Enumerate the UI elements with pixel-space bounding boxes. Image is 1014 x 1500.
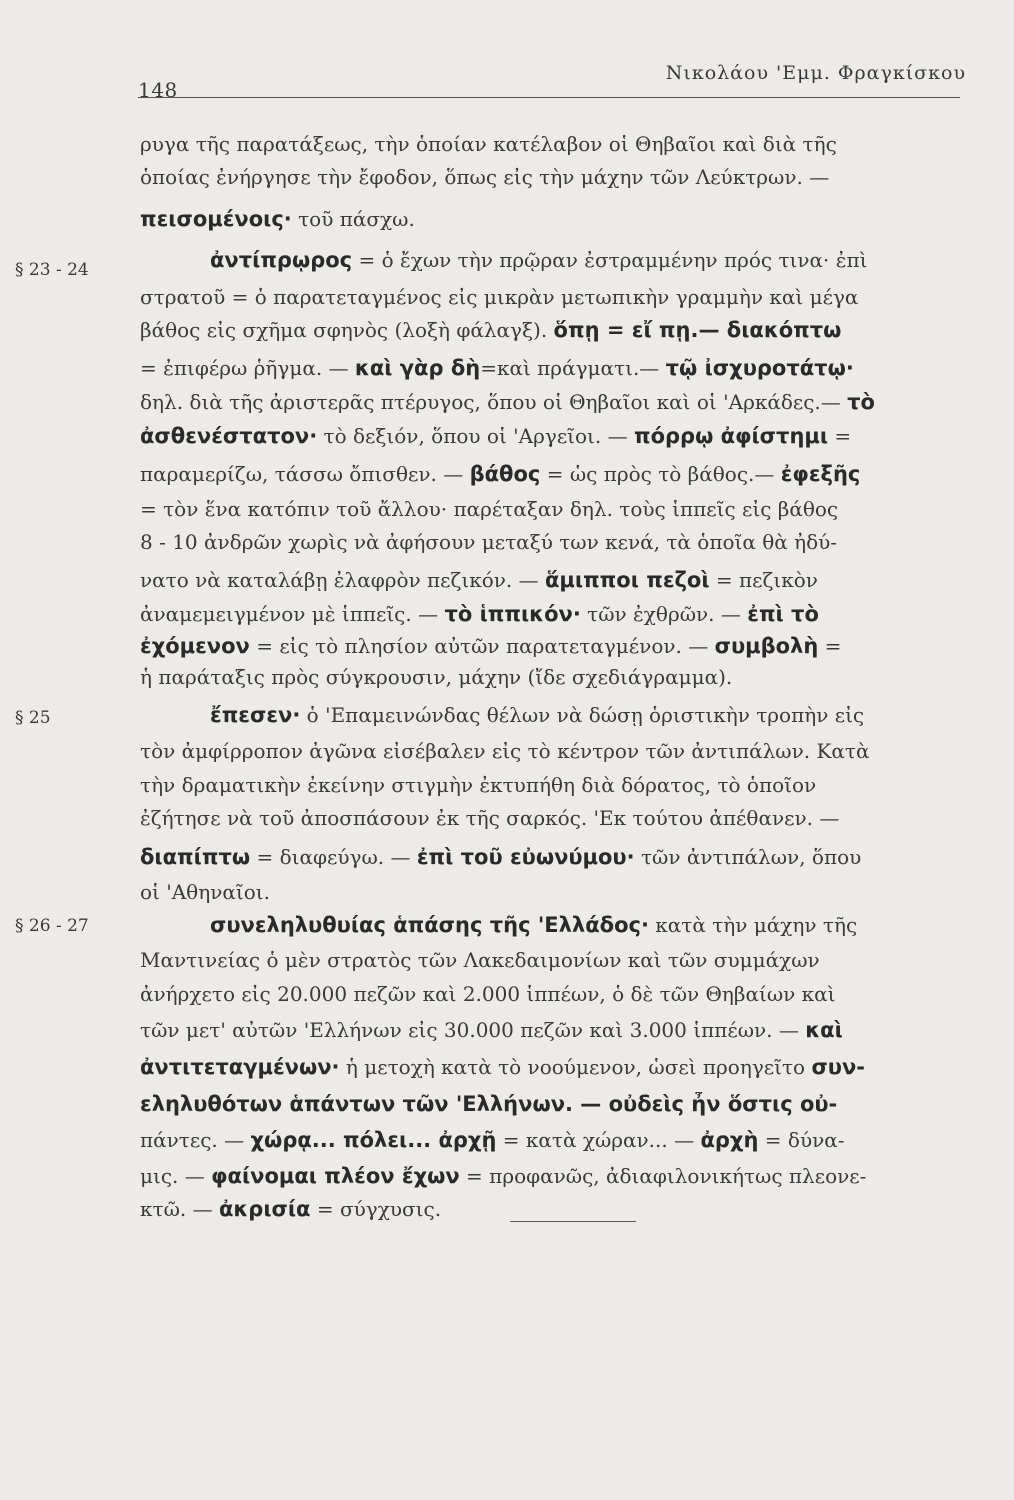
text-line — [140, 1092, 970, 1116]
gloss-text: = εἰς τὸ πλησίον αὐτῶν παρατεταγμένον. — — [249, 634, 715, 658]
end-rule — [510, 1221, 636, 1222]
gloss-text: = — [828, 424, 852, 448]
lemma-term: βάθος — [469, 462, 541, 486]
gloss-text: τὸ δεξιόν, ὅπου οἱ 'Αργεῖοι. — — [317, 424, 634, 448]
gloss-text: Μαντινείας ὁ μὲν στρατὸς τῶν Λακεδαιμονίων καὶ τῶν συμμάχων — [140, 948, 820, 972]
text-line — [140, 207, 970, 231]
gloss-text: = δύνα- — [758, 1128, 845, 1152]
lemma-term: ἐφεξῆς — [780, 462, 861, 486]
lemma-term: συνεληλυθυίας ἁπάσης τῆς 'Ελλάδος· — [210, 913, 649, 937]
text-line — [140, 845, 970, 869]
text-line — [140, 634, 970, 658]
lemma-term: τῷ ἰσχυροτάτῳ· — [665, 356, 854, 380]
gloss-text: = ἐπιφέρω ῥῆγμα. — — [140, 356, 355, 380]
text-line — [140, 982, 970, 1006]
gloss-text: δηλ. διὰ τῆς ἀριστερᾶς πτέρυγος, ὅπου οἱ Θηβαῖοι καὶ οἱ 'Αρκάδες.— — [140, 390, 848, 414]
gloss-text: τὸν ἀμφίρροπον ἀγῶνα εἰσέβαλεν εἰς τὸ κέντρον τῶν ἀντιπάλων. Κατὰ — [140, 739, 870, 763]
lemma-term: καὶ γὰρ δὴ — [354, 356, 481, 380]
running-title: Νικολάου 'Εμμ. Φραγκίσκου — [665, 62, 966, 84]
gloss-text: = προφανῶς, ἀδιαφιλονικήτως πλεονε- — [459, 1164, 867, 1188]
lemma-term: εληλυθότων ἁπάντων τῶν 'Ελλήνων. — οὐδεὶς ἦν ὅστις οὐ- — [140, 1092, 838, 1116]
text-line — [140, 880, 970, 904]
lemma-term: τὸ ἱππικόν· — [444, 602, 581, 626]
gloss-text: = διαφεύγω. — — [250, 845, 417, 869]
text-line — [140, 390, 970, 414]
gloss-text: μις. — — [140, 1164, 212, 1188]
text-line — [140, 948, 970, 972]
text-line — [140, 530, 970, 554]
lemma-term: συν- — [811, 1055, 866, 1079]
text-line — [140, 1164, 970, 1188]
gloss-text: ὁποίας ἐνήργησε τὴν ἔφοδον, ὅπως εἰς τὴν μάχην τῶν Λεύκτρων. — — [140, 165, 830, 189]
gloss-text: = τὸν ἕνα κατόπιν τοῦ ἄλλου· παρέταξαν δηλ. τοὺς ἱππεῖς εἰς βάθος — [140, 497, 839, 521]
text-line — [140, 497, 970, 521]
text-line — [140, 424, 970, 448]
text-line — [140, 1055, 970, 1079]
text-line — [140, 1128, 970, 1152]
gloss-text: =καὶ πράγματι.— — [480, 356, 666, 380]
gloss-text: ἀναμεμειγμένον μὲ ἱππεῖς. — — [140, 602, 445, 626]
gloss-text: τῶν ἐχθρῶν. — — [580, 602, 748, 626]
text-line — [140, 1018, 970, 1042]
section-marker: § 23 - 24 — [15, 260, 89, 280]
lemma-term: ὅπῃ = εἴ πῃ.— διακόπτω — [553, 318, 842, 342]
text-line — [140, 806, 970, 830]
gloss-text: = σύγχυσις. — [310, 1197, 442, 1221]
text-line — [140, 773, 970, 797]
gloss-text: κτῶ. — — [140, 1197, 219, 1221]
gloss-text: νατο νὰ καταλάβῃ ἐλαφρὸν πεζικόν. — — [140, 568, 545, 592]
text-line — [140, 132, 970, 156]
gloss-text: οἱ 'Αθηναῖοι. — [140, 880, 270, 904]
lemma-term: ἀρχὴ — [700, 1128, 759, 1152]
lemma-term: πεισομένοις· — [140, 207, 292, 231]
section-marker: § 25 — [15, 708, 51, 728]
page-number: 148 — [138, 78, 178, 102]
gloss-text: τῶν ἀντιπάλων, ὅπου — [634, 845, 862, 869]
text-line — [140, 568, 970, 592]
gloss-text: = πεζικὸν — [709, 568, 818, 592]
text-line — [140, 318, 970, 342]
gloss-text: ἐζήτησε νὰ τοῦ ἀποσπάσουν ἐκ τῆς σαρκός. 'Εκ τούτου ἀπέθανεν. — — [140, 806, 840, 830]
gloss-text: ρυγα τῆς παρατάξεως, τὴν ὁποίαν κατέλαβον οἱ Θηβαῖοι καὶ διὰ τῆς — [140, 132, 837, 156]
section-marker: § 26 - 27 — [15, 916, 89, 936]
gloss-text: βάθος εἰς σχῆμα σφηνὸς (λοξὴ φάλαγξ). — [140, 318, 554, 342]
gloss-text: τὴν δραματικὴν ἐκείνην στιγμὴν ἐκτυπήθη διὰ δόρατος, τὸ ὁποῖον — [140, 773, 817, 797]
lemma-term: καὶ — [805, 1018, 843, 1042]
lemma-term: πόρρῳ ἀφίστημι — [633, 424, 829, 448]
gloss-text: = — [818, 634, 842, 658]
lemma-term: ἅμιπποι πεζοὶ — [545, 568, 710, 592]
text-line — [140, 1197, 970, 1221]
gloss-text: στρατοῦ = ὁ παρατεταγμένος εἰς μικρὰν μετωπικὴν γραμμὴν καὶ μέγα — [140, 285, 859, 309]
gloss-text: 8 - 10 ἀνδρῶν χωρὶς νὰ ἀφήσουν μεταξύ των κενά, τὰ ὁποῖα θὰ ἠδύ- — [140, 530, 838, 554]
gloss-text: ἡ μετοχὴ κατὰ τὸ νοούμενον, ὡσεὶ προηγεῖτο — [339, 1055, 812, 1079]
lemma-term: διαπίπτω — [140, 845, 251, 869]
lemma-term: φαίνομαι πλέον ἔχων — [211, 1164, 460, 1188]
lemma-term: ἀντιτεταγμένων· — [140, 1055, 340, 1079]
gloss-text: τοῦ πάσχω. — [291, 207, 415, 231]
text-line — [140, 165, 970, 189]
gloss-text: = ὁ ἔχων τὴν πρῷραν ἐστραμμένην πρός τινα· ἐπὶ — [352, 248, 868, 272]
header-rule — [138, 97, 960, 98]
gloss-text: κατὰ τὴν μάχην τῆς — [648, 913, 858, 937]
gloss-text: τῶν μετ' αὐτῶν 'Ελλήνων εἰς 30.000 πεζῶν καὶ 3.000 ἱππέων. — — [140, 1018, 806, 1042]
gloss-text: ὁ 'Επαμεινώνδας θέλων νὰ δώσῃ ὁριστικὴν τροπὴν εἰς — [300, 703, 865, 727]
lemma-term: ἐχόμενον — [140, 634, 250, 658]
lemma-term: ἀσθενέστατον· — [140, 424, 318, 448]
gloss-text: ἡ παράταξις πρὸς σύγκρουσιν, μάχην (ἴδε σχεδιάγραμμα). — [140, 665, 733, 689]
text-line — [210, 913, 1014, 937]
lemma-term: ἀκρισία — [218, 1197, 311, 1221]
text-line — [140, 356, 970, 380]
lemma-term: ἐπὶ τὸ — [747, 602, 819, 626]
gloss-text: πάντες. — — [140, 1128, 251, 1152]
text-line — [140, 462, 970, 486]
gloss-text: = ὡς πρὸς τὸ βάθος.— — [540, 462, 781, 486]
text-line — [140, 739, 970, 763]
text-line — [140, 602, 970, 626]
lemma-term: τὸ — [847, 390, 875, 414]
lemma-term: ἀντίπρῳρος — [210, 248, 353, 272]
text-line — [210, 703, 1014, 727]
gloss-text: = κατὰ χώραν... — — [496, 1128, 701, 1152]
text-line — [140, 665, 970, 689]
text-line — [210, 248, 1014, 272]
lemma-term: χώρᾳ... πόλει... ἀρχῇ — [250, 1128, 497, 1152]
lemma-term: ἔπεσεν· — [210, 703, 301, 727]
lemma-term: ἐπὶ τοῦ εὐωνύμου· — [416, 845, 635, 869]
gloss-text: παραμερίζω, τάσσω ὄπισθεν. — — [140, 462, 470, 486]
lemma-term: συμβολὴ — [714, 634, 819, 658]
gloss-text: ἀνήρχετο εἰς 20.000 πεζῶν καὶ 2.000 ἱππέων, ὁ δὲ τῶν Θηβαίων καὶ — [140, 982, 836, 1006]
text-line — [140, 285, 970, 309]
